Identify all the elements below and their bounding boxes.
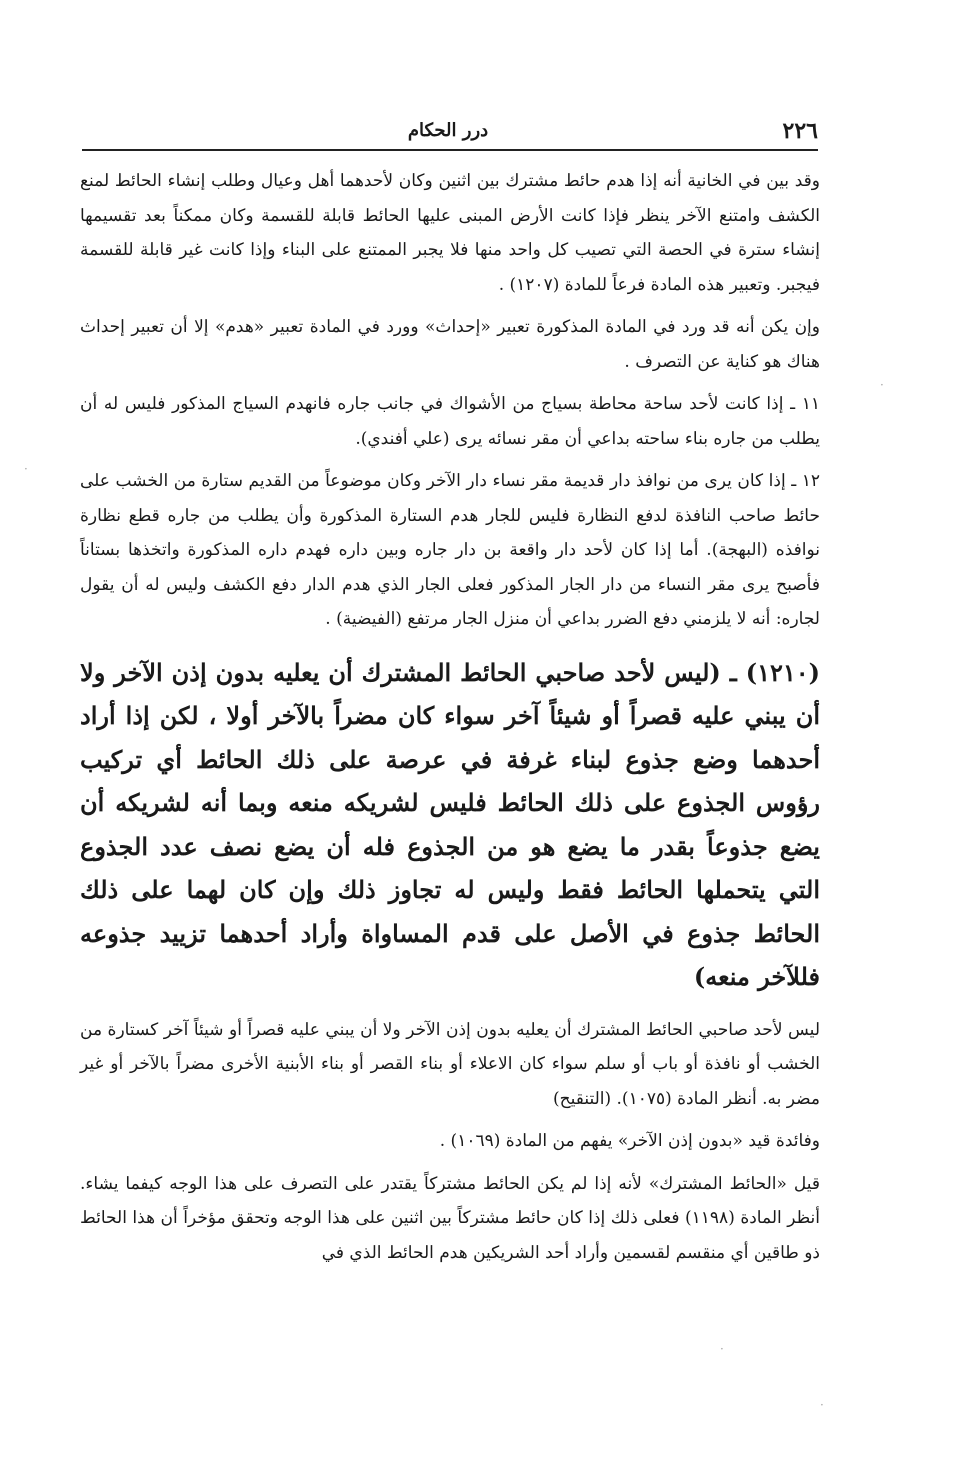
paragraph: ١١ ـ إذا كانت لأحد ساحة محاطة بسياج من الأشواك في جانب جاره فانهدم السياج المذكور فليس له أن يطلب من جاره بناء ساحته بداعي أن مقر نسائه يرى (علي أفندي). — [80, 394, 820, 449]
commentary-paragraph: قيل «الحائط المشترك» لأنه إذا لم يكن الحائط مشتركاً يقتدر على التصرف على هذا الوجه كيفما يشاء. أنظر المادة (١١٩٨) فعلى ذلك إذا كان حائط مشتركاً بين اثنين على هذا الوجه وتحقق مؤخراً أن هذا الحائط ذو طاقين أي منقسم لقسمين وأراد أحد الشريكين هدم الحائط الذي في — [80, 1173, 821, 1263]
commentary-paragraph: ليس لأحد صاحبي الحائط المشترك أن يعليه بدون إذن الآخر ولا أن يبني عليه قصراً أو شيئاً آخر كستارة من الخشب أو نافذة أو باب أو سلم سواء كان الاعلاء أو بناء القصر أو بناء الأبنية الأخرى مضراً بالآخر أو غير مضر به. أنظر المادة (١٠٧٥). (التنقيح) — [80, 1019, 820, 1109]
scan-speck: · — [820, 1398, 824, 1412]
article-text: (١٢١٠) ـ (ليس لأحد صاحبي الحائط المشترك أن يعليه بدون إذن الآخر ولا أن يبني عليه قصراً أو شيئاً آخر سواء كان مضراً بالآخر أولا ، لكن إذا أراد أحدهما وضع جذوع لبناء غرفة في عرصة على ذلك الحائط أي تركيب رؤوس الجذوع على ذلك الحائط فليس لشريكه منعه وبما أنه لشريكه أن يضع جذوعاً بقدر ما يضع هو من الجذوع فله أن يضع نصف عدد الجذوع التي يتحملها الحائط فقط وليس له تجاوز ذلك وإن كان لهما على ذلك الحائط جذوع في الأصل على قدم المساواة وأراد أحدهما تزييد جذوعه فللآخر منعه) — [80, 657, 820, 991]
paragraph: ١٢ ـ إذا كان يرى من نوافذ دار قديمة مقر نساء دار الآخر وكان موضوعاً من القديم ستارة من الخشب على حائط صاحب النافذة لدفع النظارة فليس للجار هدم الستارة المذكورة وأن يطلب من جاره قطع نظارة نوافذه (البهجة). أما إذا كان لأحد دار واقعة بن دار جاره وبين داره فهدم داره المذكورة واتخذها بستاناً فأصبح يرى مقر النساء من دار الجار المذكور فعلى الجار الذي هدم الدار دفع الكشف وليس له أن يقول لجاره: أنه لا يلزمني دفع الضرر بداعي أن منزل الجار مرتفع (الفيضية) . — [80, 471, 820, 629]
running-title: درر الحكام — [407, 120, 489, 141]
scan-speck: · — [24, 462, 28, 476]
page-number: ٢٢٦ — [782, 118, 818, 144]
commentary-paragraph: وفائدة قيد «بدون إذن الآخر» يفهم من المادة (١٠٦٩) . — [439, 1131, 820, 1151]
paragraph: وقد بين في الخانية أنه إذا هدم حائط مشترك بين اثنين وكان لأحدهما أهل وعيال وطلب إنشاء الحائط لمنع الكشف وامتنع الآخر ينظر فإذا كانت الأرض المبنى عليها الحائط قابلة للقسمة وكان ممكناً بعد تقسيمها إنشاء سترة في الحصة التي تصيب كل واحد منها فلا يجبر الممتنع على البناء وإذا كانت غير قابلة للقسمة فيجبر. وتعبير هذه المادة فرعاً للمادة (١٢٠٧) . — [80, 171, 820, 295]
page-header — [78, 118, 818, 152]
scan-speck: · — [880, 378, 884, 392]
paragraph: وإن يكن أنه قد ورد في المادة المذكورة تعبير «إحداث» وورد في المادة تعبير «هدم» إلا أن تعبير إحداث هناك هو كناية عن التصرف . — [80, 317, 820, 372]
header-rule — [82, 149, 818, 151]
page-body — [80, 164, 820, 1270]
scan-speck: · — [720, 1342, 724, 1356]
